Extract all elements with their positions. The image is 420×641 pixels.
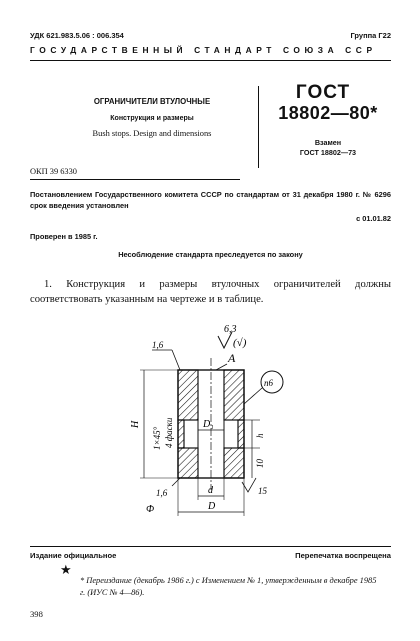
dim-10: 10 xyxy=(255,459,265,468)
roughness-value: 6,3 xyxy=(224,324,237,335)
replaces-label: Взамен xyxy=(314,138,342,147)
official-edition: Издание официальное xyxy=(30,551,117,560)
dim-h: h xyxy=(255,433,265,438)
phi-symbol: Ф xyxy=(146,504,155,515)
gost-number: 18802—80* xyxy=(278,103,378,123)
title-english: Bush stops. Design and dimensions xyxy=(92,129,212,138)
datum-A: A xyxy=(228,351,236,365)
reissue-footnote: * Переиздание (декабрь 1986 г.) с Изменением № 1, утвержденным в декабре 1985 г. (ИУС № 4—86). xyxy=(80,576,377,597)
roughness-15: 15 xyxy=(258,486,267,496)
chamfer-size: 1×45° xyxy=(152,426,162,450)
paragraph-1: 1. Конструкция и размеры втулочных ограничителей должны соответствовать указанным на чертеже и в таблице. xyxy=(30,279,391,305)
gost-label: ГОСТ xyxy=(295,82,351,103)
dim-D1: D₁ xyxy=(203,419,214,430)
checked-year: Проверен в 1985 г. xyxy=(30,232,98,241)
effective-date: с 01.01.82 xyxy=(356,214,391,223)
chamfer-top-value: 1,6 xyxy=(152,340,164,350)
footer-rule xyxy=(30,546,391,547)
title-russian-subtitle: Конструкция и размеры xyxy=(110,115,194,122)
replaces-value: ГОСТ 18802—73 xyxy=(299,148,357,157)
okp-rule xyxy=(30,179,240,180)
star-icon: ★ xyxy=(60,562,72,577)
udk-code: УДК 621.983.5.06 : 006.354 xyxy=(30,31,124,40)
standard-banner: ГОСУДАРСТВЕННЫЙ СТАНДАРТ СОЮЗА ССР xyxy=(30,45,377,55)
decree-text: Постановлением Государственного комитета СССР по стандартам от 31 декабря 1980 г. № 6296 срок введения установлен xyxy=(30,190,391,210)
chamfer-count: 4 фаски xyxy=(164,417,174,448)
roughness-paren: (√) xyxy=(233,337,247,349)
bush-stop-drawing xyxy=(100,318,330,528)
title-divider xyxy=(258,86,259,168)
chamfer-bottom-value: 1,6 xyxy=(156,488,168,498)
page-number: 398 xyxy=(30,609,43,619)
banner-rule xyxy=(30,60,391,61)
fit-n6: n6 xyxy=(264,378,273,388)
dim-D: D xyxy=(208,501,216,512)
title-russian: ОГРАНИЧИТЕЛИ ВТУЛОЧНЫЕ xyxy=(93,97,211,106)
dim-d: d xyxy=(208,485,213,496)
okp-code: ОКП 39 6330 xyxy=(30,167,77,176)
legal-notice: Несоблюдение стандарта преследуется по закону xyxy=(118,250,303,259)
dim-H: H xyxy=(130,420,141,428)
reprint-prohibited: Перепечатка воспрещена xyxy=(295,551,391,560)
group-code: Группа Г22 xyxy=(350,31,391,40)
